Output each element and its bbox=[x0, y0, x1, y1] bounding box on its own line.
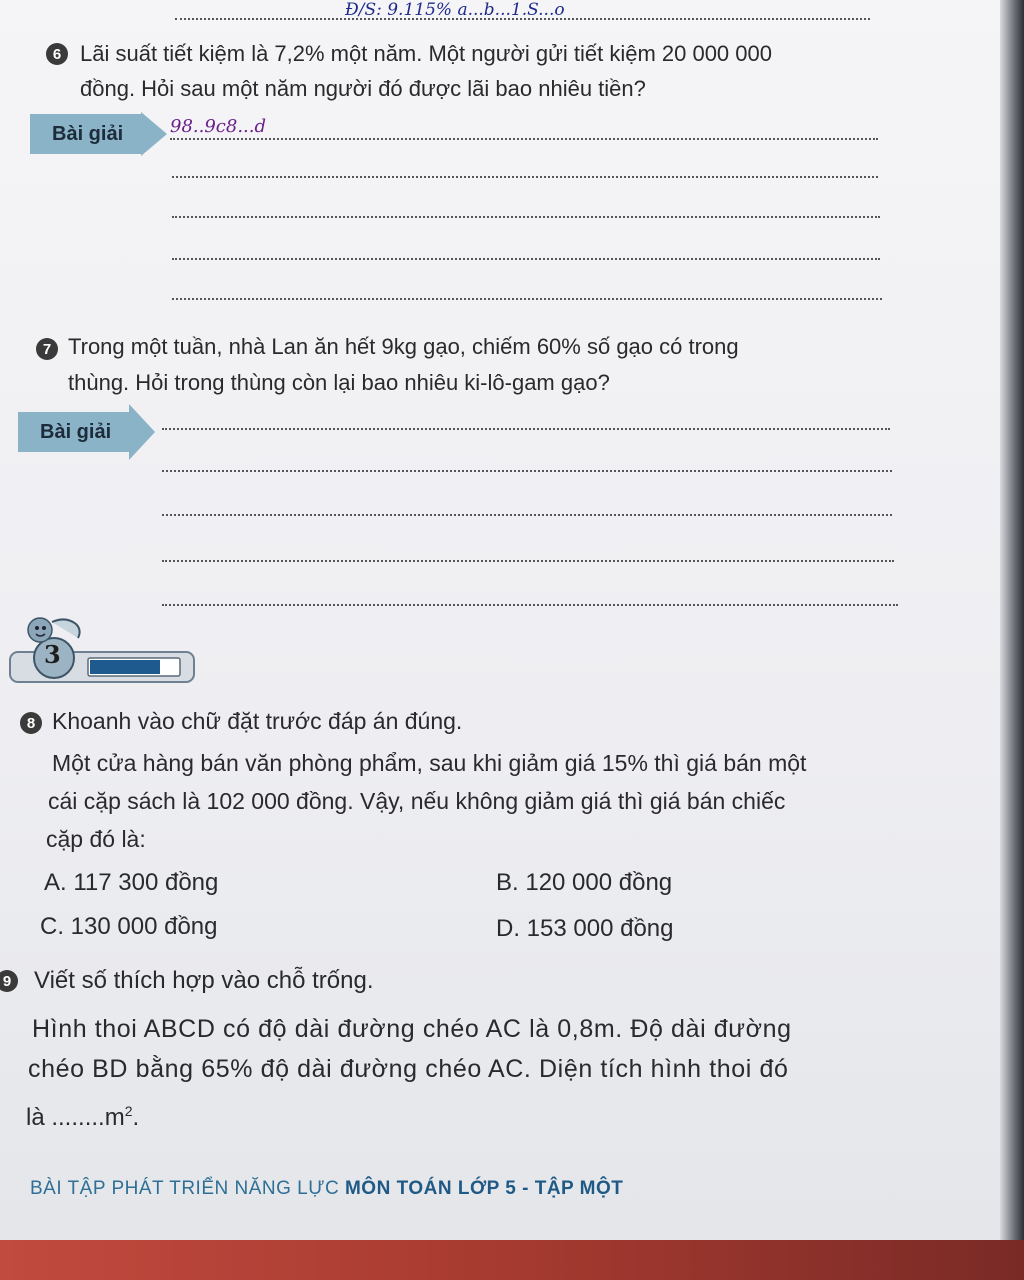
question-9-line3 bbox=[26, 1094, 139, 1135]
handwritten-answer: Đ/S: 9.115% a...b...1.S...o bbox=[345, 0, 565, 20]
question-9-unit-exponent: 2 bbox=[124, 1103, 133, 1119]
option-d[interactable]: D. 153 000 đồng bbox=[496, 915, 674, 942]
question-9-line1: Hình thoi ABCD có độ dài đường chéo AC là 0,8m. Độ dài đường bbox=[32, 1015, 792, 1043]
question-9-line2: chéo BD bằng 65% độ dài đường chéo AC. Diện tích hình thoi đó bbox=[28, 1055, 789, 1083]
footer-title: MÔN TOÁN LỚP 5 - TẬP MỘT bbox=[344, 1178, 624, 1199]
question-6-line1: Lãi suất tiết kiệm là 7,2% một năm. Một người gửi tiết kiệm 20 000 000 bbox=[80, 41, 772, 66]
question-9-number: 9 bbox=[0, 970, 18, 992]
answer-line bbox=[172, 216, 880, 218]
answer-line bbox=[172, 258, 880, 260]
table-surface bbox=[0, 1240, 1024, 1280]
question-6-number: 6 bbox=[46, 43, 68, 65]
question-7-number: 7 bbox=[36, 338, 58, 360]
question-9-line3-prefix: là ........m bbox=[26, 1104, 125, 1131]
level-badge bbox=[6, 612, 196, 686]
answer-line bbox=[162, 428, 890, 430]
question-7-line1: Trong một tuần, nhà Lan ăn hết 9kg gạo, chiếm 60% số gạo có trong bbox=[68, 334, 739, 359]
solution-label-text: Bài giải bbox=[30, 114, 141, 154]
question-9-line3-suffix: . bbox=[132, 1104, 140, 1131]
question-8-number: 8 bbox=[20, 712, 42, 734]
level-number: 3 bbox=[44, 640, 61, 669]
question-8-line1: Một cửa hàng bán văn phòng phẩm, sau khi giảm giá 15% thì giá bán một bbox=[52, 750, 807, 776]
question-6-line2: đồng. Hỏi sau một năm người đó được lãi bao nhiêu tiền? bbox=[80, 76, 646, 101]
answer-line bbox=[170, 138, 878, 140]
option-a[interactable]: A. 117 300 đồng bbox=[44, 869, 219, 896]
level-badge-graphic bbox=[6, 612, 196, 686]
option-c[interactable]: C. 130 000 đồng bbox=[40, 913, 218, 940]
handwritten-work-q6: 98..9c8...d bbox=[170, 116, 267, 137]
answer-line bbox=[172, 176, 878, 178]
question-7-line2: thùng. Hỏi trong thùng còn lại bao nhiêu ki-lô-gam gạo? bbox=[68, 370, 610, 395]
answer-line bbox=[162, 470, 892, 472]
question-9-instruction: Viết số thích hợp vào chỗ trống. bbox=[34, 967, 374, 994]
footer-prefix: BÀI TẬP PHÁT TRIỂN NĂNG LỰC bbox=[30, 1178, 340, 1199]
answer-line bbox=[162, 604, 898, 606]
arrow-tip-icon bbox=[129, 404, 155, 460]
answer-line bbox=[162, 514, 892, 516]
page-footer bbox=[30, 1178, 623, 1200]
solution-label-q6 bbox=[30, 114, 167, 154]
answer-line bbox=[162, 560, 894, 562]
option-b[interactable]: B. 120 000 đồng bbox=[496, 869, 673, 896]
arrow-tip-icon bbox=[141, 112, 167, 156]
solution-label-q7 bbox=[18, 404, 155, 460]
question-8-instruction: Khoanh vào chữ đặt trước đáp án đúng. bbox=[52, 708, 463, 734]
question-8-line3: cặp đó là: bbox=[46, 826, 146, 852]
book-edge bbox=[1000, 0, 1024, 1280]
answer-line bbox=[172, 298, 882, 300]
solution-label-text: Bài giải bbox=[18, 412, 129, 452]
question-8-line2: cái cặp sách là 102 000 đồng. Vậy, nếu không giảm giá thì giá bán chiếc bbox=[48, 788, 786, 814]
